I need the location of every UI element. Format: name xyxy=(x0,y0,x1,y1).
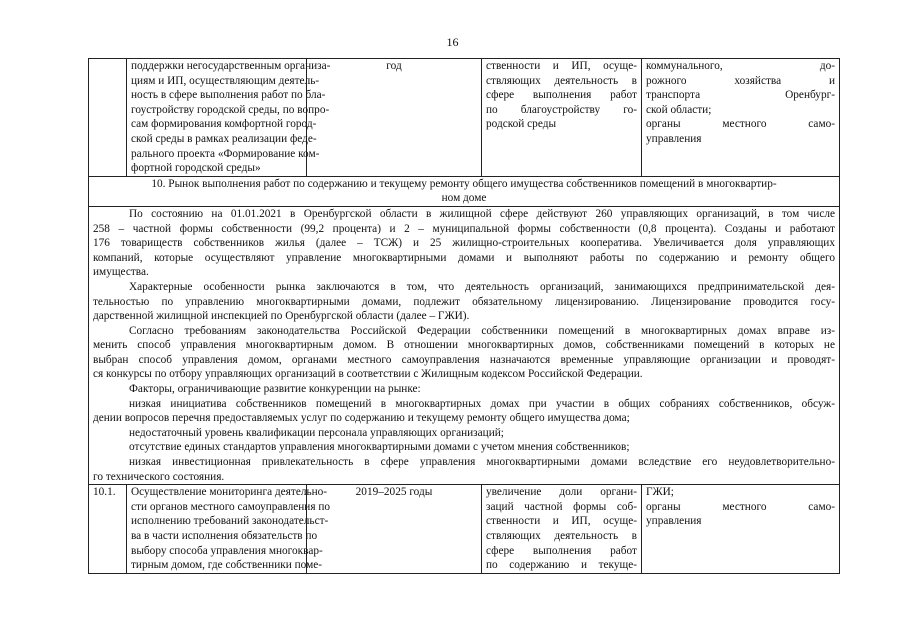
activity-line: ность в сфере выполнения работ по бла- xyxy=(131,89,326,102)
responsible-line: транспорта Оренбург- xyxy=(646,89,835,102)
paragraph-line: тельностью по управлению многоквартирными домами, подлежит обязательному лицензированию. Лицензирование проводится госу- xyxy=(93,295,835,308)
activity-line: выбору способа управления многоквар- xyxy=(131,544,323,557)
indicator-line: увеличение доли органи- xyxy=(486,486,637,499)
indicator-line: родской среды xyxy=(486,118,557,131)
activity-line: сам формирования комфортной город- xyxy=(131,118,317,131)
activity-line: ва в части исполнения обязательств по xyxy=(131,530,318,542)
paragraph-line: дарственной жилищной инспекцией по Оренбургской области (далее – ГЖИ). xyxy=(93,310,470,323)
responsible-line: управления xyxy=(646,132,702,145)
responsible-line: ской области; xyxy=(646,103,712,116)
cell-indicator xyxy=(482,485,642,574)
paragraph-line: менить способ управления многоквартирным домом. В отношении многоквартирных домов, собственниками помещений в которых не xyxy=(93,339,835,352)
paragraph-line: выбран способ управления домом, органами местного самоуправления назначаются временные управляющие организации и проводят- xyxy=(93,353,835,366)
term-text: 2019–2025 годы xyxy=(355,486,433,499)
indicator-line: ствляющих деятельность в xyxy=(486,530,637,542)
indicator-line: сфере выполнения работ xyxy=(486,544,637,557)
paragraph-line: Факторы, ограничивающие развитие конкуренции на рынке: xyxy=(129,383,421,396)
indicator-line: ственности и ИП, осуще- xyxy=(486,515,637,528)
indicator-line: по содержанию и текуще- xyxy=(486,559,637,572)
section-title xyxy=(89,176,840,206)
activity-line: фортной городской среды» xyxy=(131,162,261,175)
indicator-line: ственности и ИП, осуще- xyxy=(486,60,637,72)
cell-term xyxy=(307,485,482,574)
responsible-line: ГЖИ; xyxy=(646,486,674,499)
responsible-line: рожного хозяйства и xyxy=(646,74,835,87)
responsible-line: органы местного само- xyxy=(646,500,835,513)
paragraph-line: ся конкурсы по отбору управляющих организаций в соответствии с Жилищным кодексом Российской Федерации. xyxy=(93,368,643,381)
paragraph-line: го технического состояния. xyxy=(93,470,225,483)
activity-line: циям и ИП, осуществляющим деятель- xyxy=(131,74,320,87)
section-body xyxy=(89,206,840,484)
paragraph-line: компаний, которые осуществляют управление многоквартирными домами и выполняют работы по содержанию и ремонту общего xyxy=(93,251,835,264)
section-title-line: 10. Рынок выполнения работ по содержанию и текущему ремонту общего имущества собственников помещений в многоквартир- xyxy=(151,177,777,190)
cell-number-empty xyxy=(89,59,127,177)
activity-line: гоустройству городской среды, по вопро- xyxy=(131,103,330,116)
responsible-line: органы местного само- xyxy=(646,118,835,131)
activity-line: тирным домом, где собственники поме- xyxy=(131,559,322,572)
indicator-line: ствляющих деятельность в xyxy=(486,74,637,87)
paragraph-line: дении вопросов перечня предоставляемых услуг по содержанию и текущему ремонту общего имущества дома; xyxy=(93,412,630,425)
paragraph-line: 258 – частной формы собственности (99,2 процента) и 2 – муниципальной формы собственности (0,8 процента). Созданы и работают xyxy=(93,222,835,235)
activity-line: Осуществление мониторинга деятельно- xyxy=(131,486,328,499)
paragraph-line: имущества. xyxy=(93,266,149,279)
cell-activity xyxy=(127,59,331,177)
measures-table xyxy=(88,58,840,574)
section-title-row xyxy=(89,176,840,206)
indicator-line: заций частной формы соб- xyxy=(486,500,637,513)
section-title-line: ном доме xyxy=(441,192,487,205)
paragraph-line: По состоянию на 01.01.2021 в Оренбургской области в жилищной сфере действуют 260 управляющих организаций, в том числе xyxy=(129,207,835,220)
section-body-row xyxy=(89,206,840,484)
cell-number xyxy=(89,485,127,574)
cell-responsible xyxy=(642,59,840,177)
activity-line: сти органов местного самоуправления по xyxy=(131,500,331,513)
term-text: год xyxy=(386,60,402,72)
cell-indicator xyxy=(482,59,642,177)
row-number: 10.1. xyxy=(93,486,116,499)
paragraph-line: низкая инициатива собственников помещений в многоквартирных домах при участии в общих собраниях собственников, обсуж- xyxy=(129,397,835,410)
paragraph-line: 176 товариществ собственников жилья (далее – ТСЖ) и 25 жилищно-строительных кооператива. Увеличивается доля управляющих xyxy=(93,237,835,250)
indicator-line: по благоустройству го- xyxy=(486,103,637,116)
paragraph-line: отсутствие единых стандартов управления многоквартирными домами с учетом мнения собственников; xyxy=(129,441,630,454)
paragraph-line: недостаточный уровень квалификации персонала управляющих организаций; xyxy=(129,426,504,439)
activity-line: исполнению требований законодательст- xyxy=(131,515,329,528)
paragraph-line: низкая инвестиционная привлекательность в сфере управления многоквартирными домами вследствие его неудовлетворительно- xyxy=(129,456,835,469)
table-row-previous xyxy=(89,59,840,177)
cell-responsible xyxy=(642,485,840,574)
table-row-10-1 xyxy=(89,485,840,574)
paragraph-line: Согласно требованиям законодательства Российской Федерации собственники помещений в многоквартирных домах вправе из- xyxy=(129,324,835,337)
cell-term xyxy=(307,59,482,177)
activity-line: рального проекта «Формирование ком- xyxy=(131,147,320,160)
activity-line: поддержки негосударственным организа- xyxy=(131,60,331,72)
cell-activity xyxy=(127,485,331,574)
responsible-line: управления xyxy=(646,515,702,528)
page-number: 16 xyxy=(446,35,459,49)
indicator-line: сфере выполнения работ xyxy=(486,89,637,102)
paragraph-line: Характерные особенности рынка заключаются в том, что деятельность организаций, занимающихся предпринимательской дея- xyxy=(129,280,835,293)
responsible-line: коммунального, до- xyxy=(646,60,835,72)
activity-line: ской среды в рамках реализации феде- xyxy=(131,132,317,145)
